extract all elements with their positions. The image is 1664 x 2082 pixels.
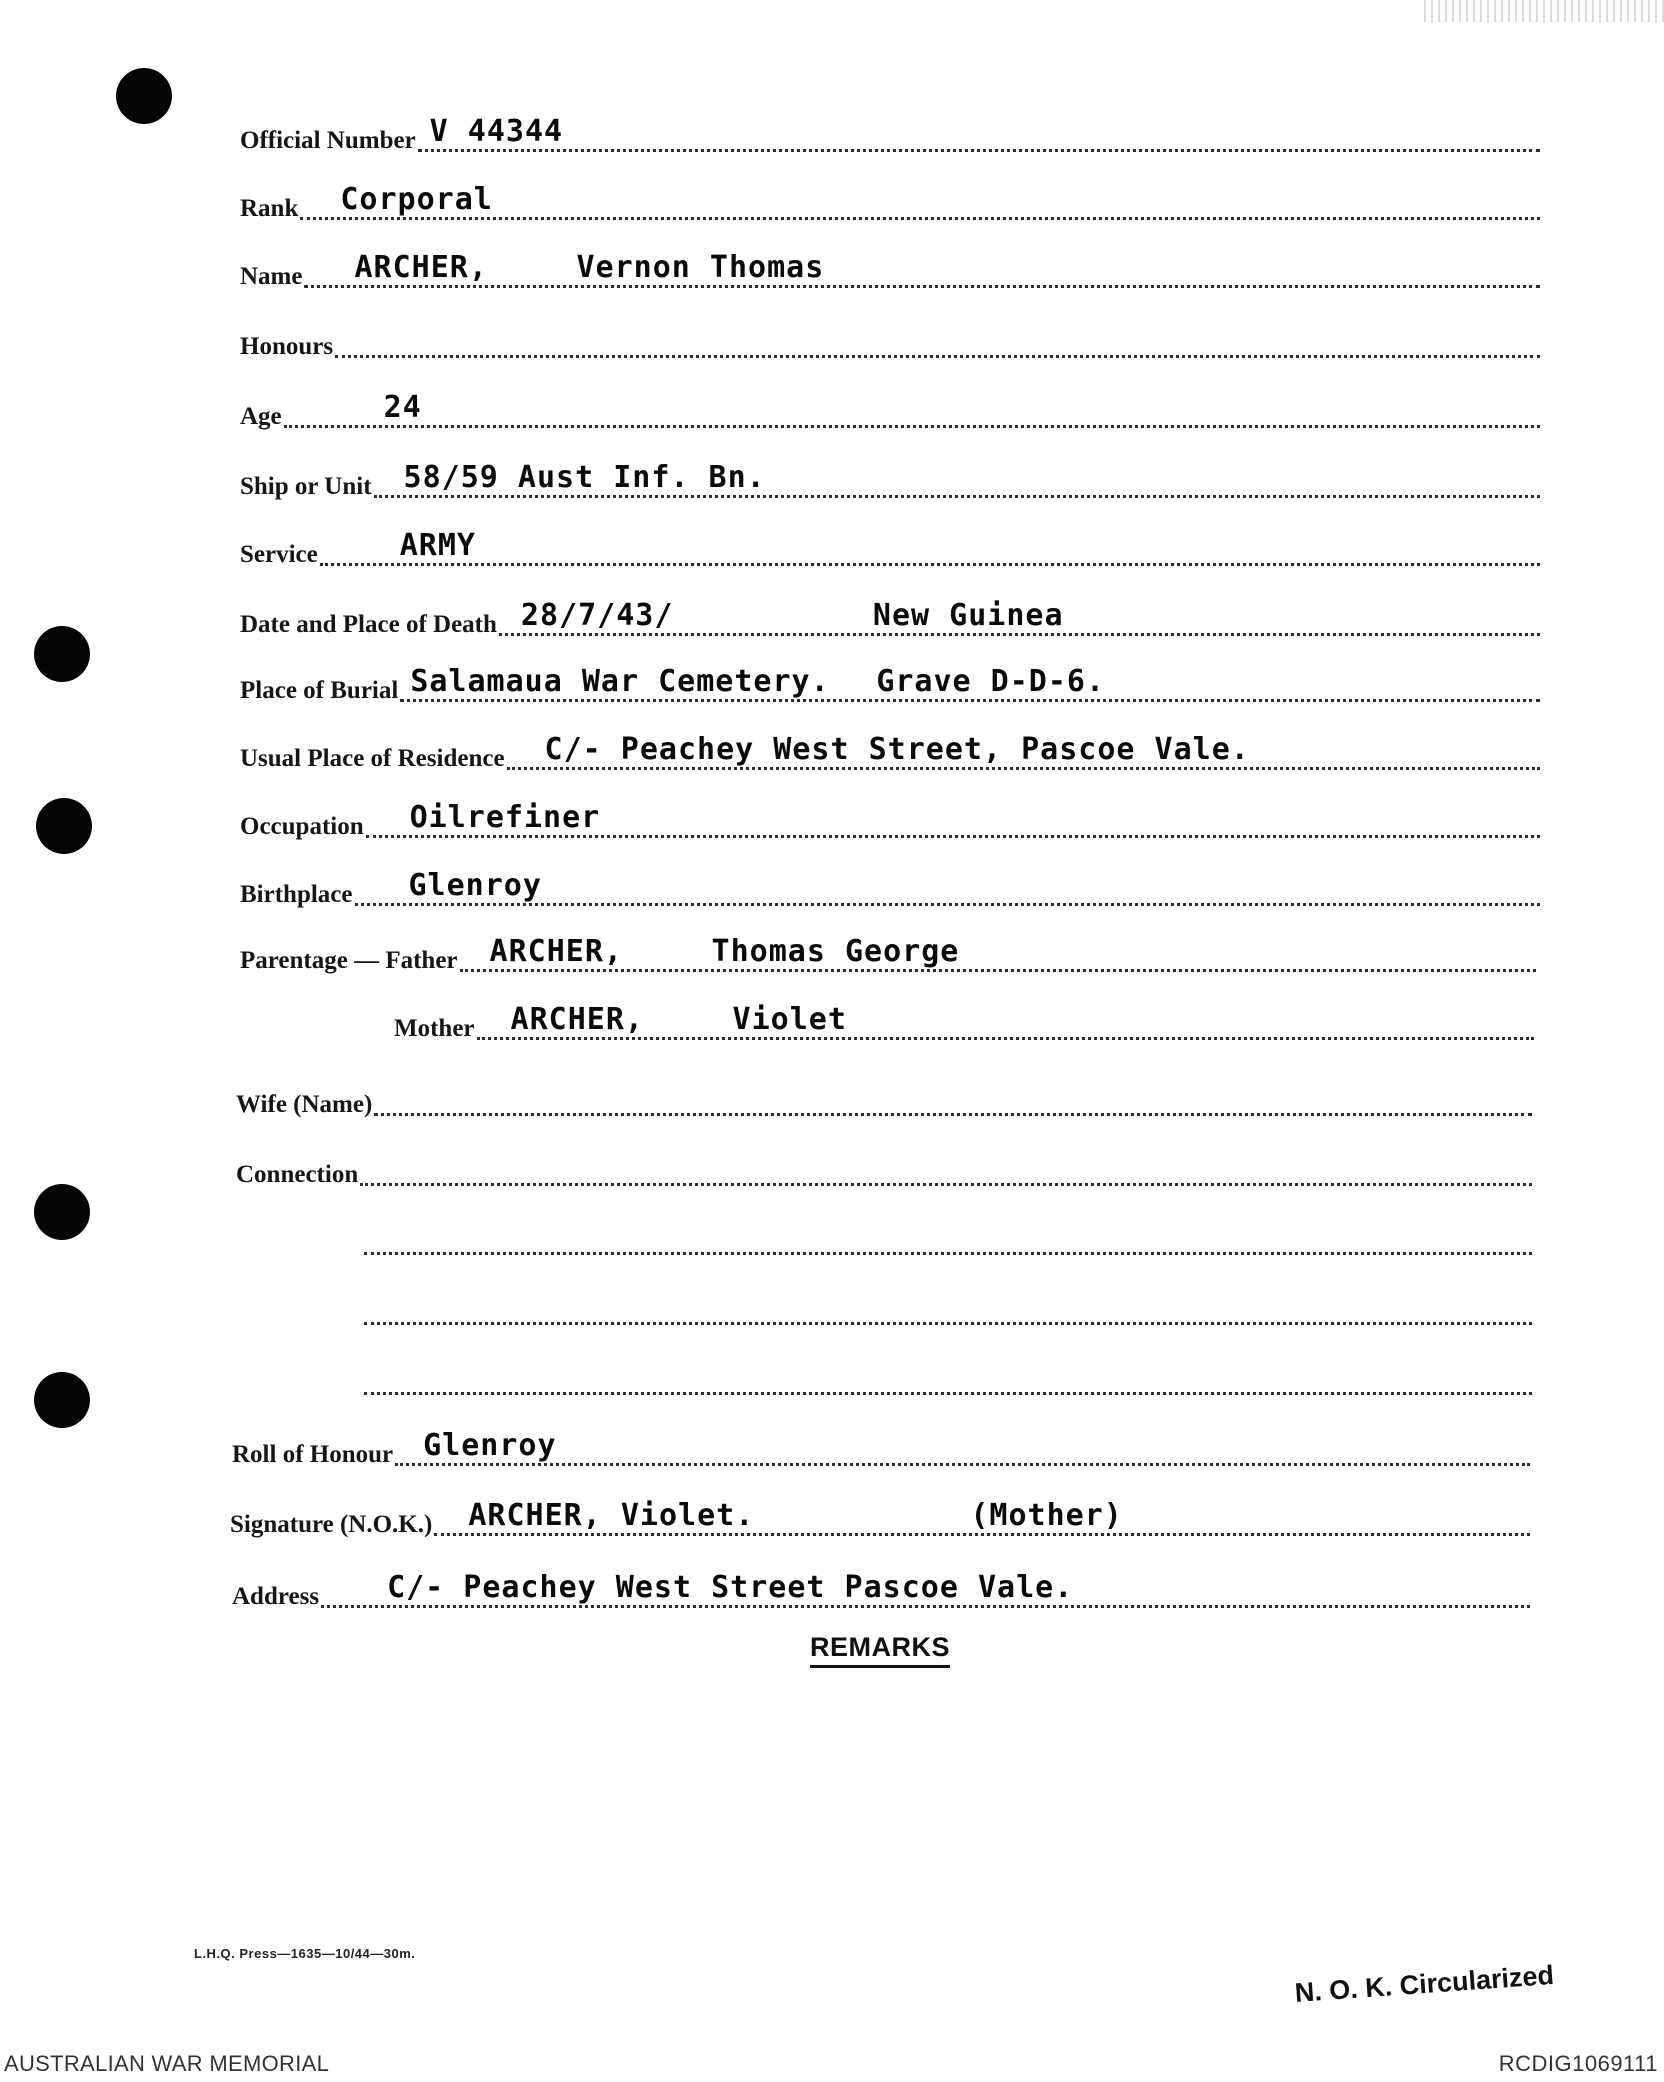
field-value: ARCHER, Violet.	[468, 1498, 755, 1533]
field-address	[232, 1568, 1530, 1612]
field-line	[499, 593, 1540, 636]
field-value: C/- Peachey West Street, Pascoe Vale.	[544, 732, 1250, 767]
field-occupation	[240, 798, 1540, 842]
field-value: ARCHER,	[354, 250, 488, 285]
field-service	[240, 526, 1540, 570]
field-label: Date and Place of Death	[240, 611, 497, 638]
field-father	[240, 932, 1536, 976]
field-name	[240, 248, 1540, 292]
field-value: 28/7/43/	[520, 598, 674, 633]
field-usual-residence	[240, 730, 1540, 774]
field-rank	[240, 180, 1540, 224]
field-line	[395, 1423, 1530, 1466]
field-label: Mother	[394, 1015, 475, 1042]
field-line	[418, 109, 1540, 152]
field-label: Parentage — Father	[240, 947, 458, 974]
field-label: Place of Burial	[240, 677, 399, 704]
field-line	[320, 523, 1540, 566]
field-line	[374, 1073, 1532, 1116]
punch-hole	[116, 68, 172, 124]
field-value-secondary: (Mother)	[970, 1498, 1123, 1533]
field-line	[460, 929, 1536, 972]
field-label: Age	[240, 403, 282, 430]
field-value: Corporal	[340, 182, 493, 217]
blank-line	[364, 1252, 1532, 1255]
field-honours	[240, 318, 1540, 362]
scan-artifact	[1424, 0, 1664, 22]
field-label: Occupation	[240, 813, 364, 840]
field-signature-nok	[230, 1496, 1530, 1540]
field-line	[321, 1565, 1530, 1608]
field-value: ARMY	[399, 528, 476, 563]
printer-imprint: L.H.Q. Press—1635—10/44—30m.	[194, 1946, 416, 1961]
field-line	[300, 177, 1540, 220]
field-label: Birthplace	[240, 881, 353, 908]
punch-hole	[34, 626, 90, 682]
field-value: ARCHER,	[489, 934, 623, 969]
blank-line	[364, 1392, 1532, 1395]
field-value: Glenroy	[408, 868, 542, 903]
field-value: 58/59 Aust Inf. Bn.	[403, 460, 766, 495]
punch-hole	[34, 1184, 90, 1240]
field-label: Usual Place of Residence	[240, 745, 505, 772]
field-line	[400, 659, 1540, 702]
field-line	[507, 727, 1540, 770]
field-label: Wife (Name)	[236, 1091, 373, 1118]
field-label: Roll of Honour	[232, 1441, 394, 1468]
field-label: Rank	[240, 195, 299, 222]
field-mother	[394, 1000, 1534, 1044]
field-label: Honours	[240, 333, 334, 360]
field-line	[304, 245, 1540, 288]
field-value-secondary: Thomas George	[711, 934, 960, 969]
remarks-heading: REMARKS	[810, 1632, 950, 1668]
field-value-secondary: Violet	[732, 1002, 847, 1037]
field-line	[374, 455, 1540, 498]
field-value: Oilrefiner	[409, 800, 601, 835]
field-value-secondary: Vernon Thomas	[576, 250, 825, 285]
nok-circularized-stamp: N. O. K. Circularized	[1293, 1959, 1555, 2009]
field-line	[477, 997, 1534, 1040]
field-wife	[236, 1076, 1532, 1120]
field-official-number	[240, 112, 1540, 156]
field-label: Ship or Unit	[240, 473, 372, 500]
field-label: Service	[240, 541, 318, 568]
punch-hole	[34, 1372, 90, 1428]
field-date-place-death	[240, 596, 1540, 640]
blank-line	[364, 1322, 1532, 1325]
field-value: C/- Peachey West Street Pascoe Vale.	[387, 1570, 1074, 1605]
field-line	[335, 315, 1540, 358]
field-age	[240, 388, 1540, 432]
field-line	[434, 1493, 1530, 1536]
field-line	[366, 795, 1540, 838]
field-line	[360, 1143, 1532, 1186]
archive-credit: AUSTRALIAN WAR MEMORIAL	[4, 2051, 330, 2076]
field-connection	[236, 1146, 1532, 1190]
field-value-secondary: New Guinea	[872, 598, 1064, 633]
field-value-secondary: Grave D-D-6.	[876, 664, 1106, 699]
field-label: Connection	[236, 1161, 359, 1188]
field-label: Signature (N.O.K.)	[230, 1511, 433, 1538]
field-value: Salamaua War Cemetery.	[410, 664, 830, 699]
field-value: 24	[383, 390, 422, 425]
field-line	[355, 863, 1541, 906]
field-ship-or-unit	[240, 458, 1540, 502]
field-value: Glenroy	[423, 1428, 557, 1463]
field-label: Name	[240, 263, 303, 290]
archive-id: RCDIG1069111	[1498, 2051, 1658, 2076]
punch-hole	[36, 798, 92, 854]
field-birthplace	[240, 866, 1540, 910]
field-label: Official Number	[240, 127, 416, 154]
field-roll-of-honour	[232, 1426, 1530, 1470]
field-label: Address	[232, 1583, 320, 1610]
field-line	[284, 385, 1540, 428]
field-place-of-burial	[240, 662, 1540, 706]
field-value: V 44344	[429, 114, 564, 149]
field-value: ARCHER,	[510, 1002, 644, 1037]
